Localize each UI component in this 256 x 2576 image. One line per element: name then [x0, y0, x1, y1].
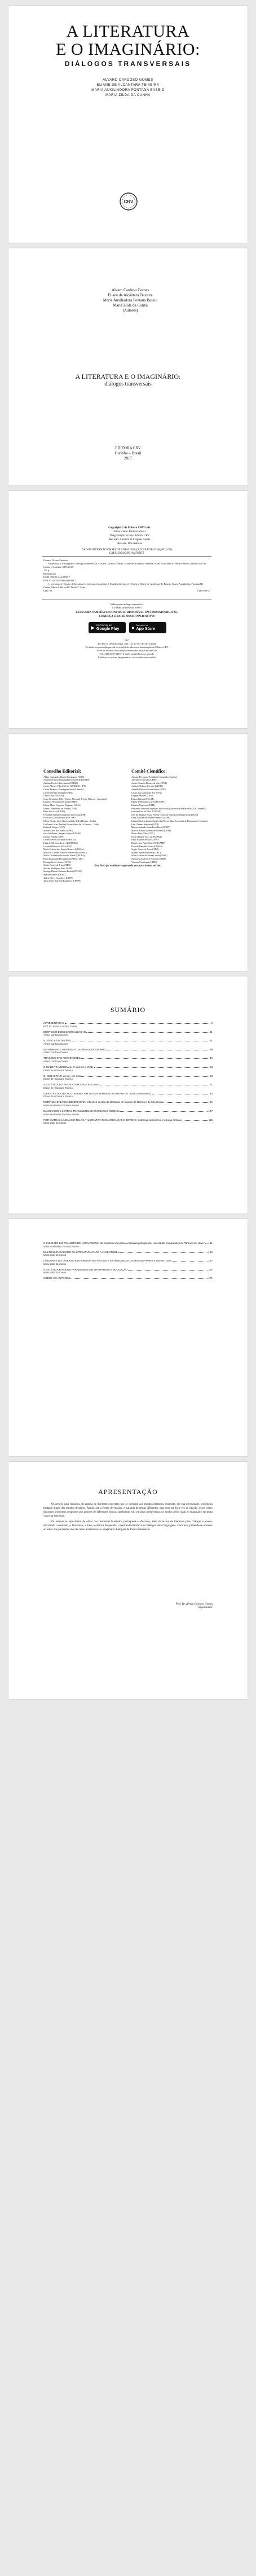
cip-header — [42, 549, 211, 555]
summary-entry-author: Maria Auxiliadora Fontana Baseio — [43, 1112, 79, 1116]
summary-entry-page: 71 — [209, 1083, 213, 1087]
cip-line: Bibliografia — [43, 572, 56, 575]
dot-leader — [81, 1057, 209, 1059]
summary-item[interactable] — [43, 1277, 213, 1280]
summary-entry-title: O FANTÁSTICO E O COTIDIANO: UM OLHAR SOBRE A CEGUEIRA DE JOSÉ SARAMAGO — [43, 1092, 152, 1095]
dot-leader — [81, 1075, 209, 1077]
summary-entry-title: POR OUTRAS LÍNGUAS E TELAS A NARRATIVA PARA CRIANÇAS E JOVENS: sistemas semióticos e leituras críticas — [43, 1118, 181, 1121]
cip-line: Gomes, Alvaro Cardoso — [43, 559, 68, 562]
council-member: Francisco Carlos Duarte (PUC-PR) — [43, 816, 76, 820]
council-member: Sydione Santos (UEPG) — [43, 873, 65, 876]
scientific-committee-title: Comitê Científico: — [131, 769, 167, 774]
council-member: Guillermo Arias Beatón (Universidade de La Havana – Cuba) — [43, 822, 99, 826]
summary-title: SUMÁRIO — [110, 1006, 146, 1014]
summary-entry-page: 83 — [209, 1092, 213, 1095]
summary-entry-line — [43, 1277, 213, 1280]
summary-item[interactable] — [43, 1110, 213, 1116]
signature-name: Prof. Dr. Alvaro Cardoso Gomes — [175, 1603, 213, 1606]
cip-line: DOI 10.24824/978854442000.7 — [43, 579, 76, 582]
council-member: Eduardo Fernandes Barbosa (UFMG) — [43, 800, 78, 804]
committee-member: Silvana Aparecida Bretas (UEL) — [131, 851, 161, 854]
council-member: Cesar Gerónimo Tello (Univer. Nacional Três de Febrero – Argentina) — [43, 797, 107, 800]
council-member: Maria Cristina dos Santos Bezerra (UFSCar) — [43, 848, 84, 851]
committee-member: Alexandre Pierezan (UFMS) — [131, 778, 157, 782]
summary-entry-page: 147 — [208, 1259, 213, 1263]
dot-leader — [120, 1110, 208, 1112]
dot-leader — [70, 1277, 208, 1279]
promo-line: ESTA OBRA TAMBÉM ENCONTRA-SE DISPONÍVEL EM FORMATO DIGITAL. — [76, 611, 178, 614]
editorial-council-title: Conselho Editorial: — [43, 769, 81, 774]
council-member: Elizeu Clementino de Souza (UNEB) — [43, 807, 77, 810]
summary-entry-title: O MALDITO MEDIEVAL: O Vicente a Veste — [43, 1065, 94, 1068]
summary-entry-line — [43, 1242, 213, 1245]
cover-author: MARIA ZILDA DA CUNHA — [105, 94, 151, 97]
publisher-name: EDITORA CRV — [115, 446, 141, 450]
council-member: Carmen Tereza Velanga (UNIR) — [43, 791, 73, 794]
summary-item[interactable] — [43, 1039, 213, 1045]
summary-list — [43, 1022, 213, 1127]
legal-line: Todos os direitos desta edição reservados pela: Editora CRV — [96, 649, 158, 652]
summary-entry-author: Eliane de Alcântara Teixeira — [43, 1095, 73, 1098]
dot-leader — [107, 1048, 209, 1050]
summary-entry-title: SOBRE OS AUTORES — [43, 1277, 70, 1280]
summary-item[interactable] — [43, 1251, 213, 1257]
summary-item[interactable] — [43, 1101, 213, 1107]
title-author: Eliane de Alcântara Teixeira — [108, 293, 153, 297]
publisher-block — [8, 446, 248, 461]
presentation-page — [8, 1462, 248, 1699]
summary-entry-author: Alvaro Cardoso Gomes — [43, 1051, 68, 1054]
cip-header-line: DADOS INTERNACIONAIS DE CATALOGAÇÃO NA PUBLICAÇÃO (CIP) — [81, 549, 173, 551]
summary-entry-title: O INSÓLITO EM TRÂNSITO DE LINGUAGENS: da narrativa oral para a narrativa pictográfica: um estudo comparativo de “Branca de Neve” — [43, 1242, 205, 1245]
committee-member: Elizeu de Miranda Corrêa (PUC/SP) — [131, 800, 165, 804]
summary-entry-page: 29 — [209, 1048, 213, 1051]
presentation-title: APRESENTAÇÃO — [98, 1488, 158, 1496]
google-play-small: DISPONÍVEL NO — [96, 624, 112, 627]
council-member: Gloria Fariñas León (Universidade de La Havana – Cuba) — [43, 819, 96, 822]
promo-line: CONHEÇA E BAIXE NOSSO APLICATIVO! — [99, 615, 155, 618]
summary-entry-title: TRAÇÕES DAS PERVERSÕES — [43, 1057, 81, 1060]
summary-page — [8, 976, 248, 1213]
summary-item[interactable] — [43, 1057, 213, 1063]
credit-line: Revisão: Dos Autores — [117, 542, 142, 545]
dot-leader — [152, 1092, 209, 1094]
summary-entry-page: 53 — [209, 1065, 213, 1068]
dot-leader — [72, 1039, 209, 1041]
presentation-text — [43, 1502, 213, 1534]
summary-entry-title: APRESENTAÇÃO — [43, 1022, 65, 1024]
signature-role: Organizador — [198, 1606, 213, 1609]
council-member: Antônio Pereira Gaio Júnior (UFRRJ) — [43, 781, 78, 785]
credit-line: Revisão: Analista de Línguas Gerais — [109, 538, 151, 541]
app-store-label: App Store — [136, 627, 155, 631]
title-author-role: (Autores) — [122, 308, 138, 313]
play-icon: ▶ — [91, 624, 95, 630]
cover-author: ELIANE DE ALCANTARA TEIXEIRA — [96, 84, 160, 87]
committee-member: Marcos Aurelio Guedes de Oliveira (UFPE) — [131, 829, 171, 832]
summary-entry-page: 63 — [209, 1074, 213, 1077]
committee-member: Mauro Dias Filho (UFPI) — [131, 832, 155, 835]
summary-entry-author: Maria Zilda da Cunha — [43, 1262, 67, 1265]
summary-item[interactable] — [43, 1092, 213, 1098]
council-member: Celso Conti (UFSCar) — [43, 794, 64, 798]
committee-member: Paulo Robson Peixoto (UFPI) — [131, 838, 158, 842]
summary-entry-title: MULTICULTURALISMO NA LITERATURA PARA A JUVENTUDE — [43, 1250, 118, 1254]
committee-member: Ricardo Ramalho Vieira (UFRGS) — [131, 844, 163, 848]
committee-member: Vinicius Cavalcanti (UFPR) — [131, 860, 157, 864]
summary-item[interactable] — [43, 1268, 213, 1274]
summary-item[interactable] — [43, 1083, 213, 1089]
council-member: Aldira Guimarães Duarte Domínguez (UNB) — [43, 775, 85, 778]
summary-item[interactable] — [43, 1259, 213, 1265]
council-member: Fernando Antônio Gonçalves Alcoforado (IPB) — [43, 813, 86, 816]
presentation-signature — [43, 1603, 213, 1610]
legal-line: Tel.: (41) 3039-6418 - E-mail: sac@editoracrv.com.br — [99, 652, 155, 655]
cip-line: 172 p. — [43, 569, 50, 572]
summary-entry-author: Alvaro Cardoso Gomes — [43, 1059, 68, 1063]
committee-member: Giovani José da Silva (UNIFAP) — [131, 810, 161, 813]
committee-member: José de Ribamar Sousa Pereira (Exército Brasileiro/Ministério da Defesa) — [131, 813, 198, 816]
summary-entry-author: Prof. Dr. Alvaro Cardoso Gomes — [43, 1024, 77, 1028]
committee-member: Oscar Hannes Tucci (UNESPAR) — [131, 835, 162, 838]
summary-entry-page: 21 — [209, 1039, 213, 1042]
summary-item[interactable] — [43, 1242, 213, 1248]
council-member: Carlos Alberto Vilar Estêvão (UMINHO – PT) — [43, 785, 86, 788]
summary-item[interactable] — [43, 1066, 213, 1072]
summary-entry-author: Alvaro Cardoso Gomes — [43, 1042, 68, 1045]
summary-entry-page: 9 — [211, 1022, 213, 1024]
google-play-label: Google Play — [96, 627, 120, 631]
summary-entry-page: 11 — [210, 1030, 213, 1033]
presentation-paragraph: Os autores se aproximam de obras das literaturas brasileira, portuguesa e africanas, além de textos de literatura para crianças e jovens, discutindo o erotismo, o fantástico, o mito, a estética do pecado, o multiculturalismo e os diálogos entre linguagens. Com isso, pretende-se oferecer ao leitor um panorama vivo de como a literatura e o imaginário dialogam de forma transversal. — [43, 1521, 213, 1531]
cip-box — [42, 557, 211, 599]
title-page — [8, 248, 248, 485]
dot-leader — [172, 1259, 208, 1261]
summary-entry-page: 107 — [208, 1109, 213, 1112]
council-member: Josania Portela (UFPI) — [43, 835, 64, 838]
summary-entry-page: 39 — [209, 1057, 213, 1060]
digital-promo — [42, 611, 211, 619]
committee-member: Kelly Cristina de Souza Prudencio (UFPR) — [131, 816, 170, 820]
credit-line: Diagramação e Capa: Editora CRV — [109, 535, 150, 537]
cover-title-line1: A LITERATURA — [66, 22, 190, 41]
committee-member: Dagmar Manieri (UFT) — [131, 794, 153, 798]
committee-member: Sílvio Marcus de Souza Correa (UFSC) — [131, 854, 167, 857]
summary-item[interactable] — [43, 1022, 213, 1028]
dot-leader — [182, 1119, 208, 1121]
council-member: Maria de Lourdes Pinto de Almeida (UNOESC) — [43, 851, 87, 854]
logo-text: CRV — [123, 199, 134, 204]
council-member: Simone Rodrigues Pinto (UNB) — [43, 866, 73, 870]
presentation-paragraph: Os artigos aqui reunidos, de autoria de diferentes docentes que se dedicam aos estudos literários, mostram, em sua diversidade, tendências bastante atuais dos estudos literários. Assim, sob a forma de ensaios, e tratando de temas diferentes, mas com um forte elo de ligação, esses textos discutem problemas propostos por autores de diferentes épocas, analisando sob variadas perspectivas os modos pelos quais o imaginário encontra vozes na literatura. — [43, 1503, 213, 1518]
index-line: 1. Ensino de literatura 809.07 — [112, 606, 142, 609]
summary-entry-author: Maria Zilda da Cunha — [43, 1254, 67, 1257]
summary-entry-author: Maria Auxiliadora Fontana Baseio — [43, 1103, 79, 1107]
legal-line: Foi feito o depósito legal conf. Lei 10.994 de 14/12/2004 — [98, 642, 156, 645]
summary-entry-author: Maria Zilda da Cunha — [43, 1271, 67, 1274]
summary-entry-author: Eliane de Alcântara Teixeira — [43, 1077, 73, 1081]
credits-block — [82, 526, 178, 546]
summary-entry-author: Eliane de Alcântara Teixeira — [43, 1086, 73, 1089]
book-subtitle: diálogos transversais — [104, 381, 152, 387]
cip-line: 1. Literatura 2. Ensino de literatura 3. Literatura brasileira 4. Estudos literários I. Teixeira, Eliane de Alcântara. II. Baseio, Maria Auxiliadora Fontana III. Cunha, Maria Zilda da IV. Título V. Série — [43, 582, 204, 589]
committee-member: Edison Bariani (FCLAR) — [131, 797, 155, 800]
summary-entry-author: Eliane de Alcântara Teixeira — [43, 1068, 73, 1072]
committee-member: Adriane Piovezan (Faculdades Integradas Espírita) — [131, 775, 178, 778]
publisher-year: 2017 — [124, 456, 132, 461]
council-member: Leonel Severo Rocha (UNISINOS) — [43, 838, 76, 842]
credits-page — [8, 491, 248, 728]
summary-list-continued — [43, 1242, 213, 1283]
summary-entry-page: 157 — [208, 1268, 213, 1271]
title-author: Maria Auxiliadora Fontana Baseio — [103, 298, 158, 303]
summary-entry-author: Maria Zilda da Cunha — [43, 1121, 67, 1125]
app-store-small: Disponível na — [136, 624, 148, 627]
council-member: Tania Suely Azevedo Brasileiro (UFOPA) — [43, 879, 82, 883]
cover-title-line2: E O IMAGINÁRIO: — [56, 40, 200, 59]
dot-leader — [118, 1251, 208, 1253]
summary-entry-page: 139 — [208, 1250, 213, 1254]
summary-entry-title: A ESTÉTICA DO PECADO EM CRUZ E SOUSA — [43, 1083, 100, 1087]
legal-year: 2017 — [124, 639, 130, 642]
title-author: Maria Zilda da Cunha — [113, 303, 148, 308]
dot-leader — [128, 1268, 208, 1271]
dot-leader — [65, 1022, 210, 1024]
council-member: Paulo Romualdo Hernandes (UNIFAL-MG) — [43, 857, 83, 861]
cover-authors — [8, 78, 248, 98]
cip-line: ISBN 978-85-444-2000-7 — [43, 576, 70, 579]
committee-member: Suzana Gonçalves de Moraes (UFRR) — [131, 857, 166, 861]
cover-page — [8, 6, 248, 243]
summary-entry-title: IMAGINÁRIO E LETRAS TRANSVERSAIS EM MURILO RUBIÃO — [43, 1109, 119, 1112]
committee-member: Carlos Ugo Santander Joo (UFG) — [131, 791, 162, 794]
dot-leader — [164, 1101, 209, 1103]
dot-leader — [100, 1083, 209, 1085]
council-member: Lourdes Helena da Silva (UFV) — [43, 844, 73, 848]
cip-header-line: CATALOGAÇÃO NA FONTE — [109, 552, 145, 555]
dot-leader — [94, 1066, 209, 1068]
council-member: Élsio José Corá (UFFS) — [43, 810, 65, 813]
committee-member: Arnaldo Oliveira Souza Júnior (UFPI) — [131, 787, 166, 791]
cip-line: A literatura e o imaginário: diálogos transversais / Alvaro Cardoso Gomes, Eliane de Alcântara Teixeira, Maria Auxiliadora Fontana Baseio, Maria Zilda da Cunha – Curitiba: CRV, 2017. — [43, 562, 206, 568]
committee-member: Andre Eduardo Ribeiro da Silva (IFSP) — [131, 781, 167, 785]
summary-entry-author: Maria Auxiliadora Fontana Baseio — [43, 1245, 79, 1248]
google-play-button[interactable] — [89, 622, 126, 633]
cip-code-cdd: CDD 809.07 — [197, 589, 210, 592]
council-member: Andréia da Silva Quintanilha Sousa (UNIR/UFRN) — [43, 778, 90, 782]
legal-block — [42, 639, 211, 659]
summary-entry-title: O, SEBASTIÃO: um rei, um mito — [43, 1074, 81, 1077]
committee-member: Liliana Patrícia Lemus Sepúlveda (Universidad Academia de Humanismo Cristiano) — [131, 819, 208, 822]
summary-page-continued — [8, 1219, 248, 1456]
summary-entry-title: ESTÉTICA DALÍRICA DE BRINCAR: reflexões acerca da literatura de Manoel de Barros e de Mia Couto — [43, 1101, 164, 1104]
title-page-title — [8, 373, 248, 388]
book-title: A LITERATURA E O IMAGINÁRIO: — [75, 373, 181, 380]
cover-title — [8, 23, 248, 59]
committee-member: Fauston Negreiros (UFPI) — [131, 803, 155, 807]
crv-logo-icon — [119, 192, 138, 211]
summary-item[interactable] — [43, 1075, 213, 1081]
summary-entry-title: A ESTÉTICA E NOVOS PARADIGMAS EM LITERATURA E EDUCAÇÃO — [43, 1268, 128, 1271]
council-member: Lídia de Oliveira Xavier (UNIEURO) — [43, 842, 78, 845]
council-member: Elione Maria Nogueira Diogenes (UFAL) — [43, 803, 81, 807]
summary-entry-page: 131 — [208, 1242, 213, 1245]
cip-codes-row — [43, 589, 210, 593]
summary-item[interactable] — [43, 1048, 213, 1054]
summary-entry-page: 171 — [208, 1277, 213, 1280]
committee-member: Fernando Antonio Gonçalves Alcoforado (Universitat de Barcelona, UB, Espanha) — [131, 807, 206, 810]
cover-author: MARIA AUXILIADORA FONTANA BASEIO — [91, 89, 165, 92]
summary-entry-page: 99 — [209, 1101, 213, 1104]
summary-entry-title: EROTISMO E DESSACRALIZAÇÃO — [43, 1030, 86, 1033]
council-page — [8, 734, 248, 971]
council-member: João Adalberto Campato Junior (UNESP) — [43, 832, 81, 835]
council-member: Sérgio Nunes de Jesus (IFRO) — [43, 864, 71, 867]
summary-entry-author: Alvaro Cardoso Gomes — [43, 1033, 68, 1037]
committee-member: Sergio Nunes de Jesus (IFRO) — [131, 848, 159, 851]
committee-member: Antônio Nolasco Ferreira (UFMT) — [131, 785, 163, 788]
credit-line: Editor-chefe: Railson Moura — [113, 531, 146, 533]
summary-entry-title: LÍRIDURAS DO DIVERSO EM HORIZONTES ÉTICOS E ESTÉTICOS DA LITERATURA PARA A JUVENTUDE — [43, 1259, 171, 1263]
index-line: Índice para catálogo sistemático — [111, 603, 143, 606]
summary-entry-page: 115 — [208, 1118, 213, 1121]
summary-entry-title: UM ROMANCE INTERSEXTUAL REVOLUCIONÁRIO — [43, 1048, 106, 1051]
cip-code-cdu: CDU 82 — [43, 589, 52, 592]
council-member: Jailson Alves dos Santos (UFRJ) — [43, 829, 73, 832]
publisher-city: Curitiba – Brasil — [114, 451, 142, 455]
index-block — [42, 603, 211, 610]
apple-icon: ● — [131, 624, 135, 630]
council-member: Solange Helena Ximenes-Rocha (UFOPA) — [43, 870, 82, 873]
summary-entry-title: A LÓGICA DO DELÍRIO — [43, 1039, 72, 1042]
committee-member: Renato Jose Pinto Ortiz (UNICAMP) — [131, 842, 165, 845]
app-store-button[interactable] — [129, 622, 166, 633]
council-member: Maria Lília Imbiriba Sousa Colares (UFOPA) — [43, 854, 85, 857]
committee-member: Marcia Andrade Santa Rosa Pires (UFMT) — [131, 826, 170, 829]
legal-line: Proibida a reprodução parcial ou total desta obra sem autorização da Editora CRV — [85, 646, 169, 649]
title-author: Alvaro Cardoso Gomes — [111, 288, 149, 292]
cover-subtitle: DIÁLOGOS TRANSVERSAIS — [64, 60, 192, 68]
council-member: Helmuth Krüger (UCP) — [43, 826, 65, 829]
cover-author: ALVARO CARDOSO GOMES — [103, 78, 153, 82]
summary-item[interactable] — [43, 1031, 213, 1037]
title-authors — [96, 288, 164, 313]
council-member: Rodrigo Pratte-Santos (UFES) — [43, 860, 71, 864]
council-member: Carlos Federico Dominguez Avila (Unieuro) — [43, 787, 84, 791]
credit-line: Copyright © da Editora CRV Ltda. — [108, 527, 151, 529]
dot-leader — [86, 1031, 209, 1033]
legal-line: Conheça os nossos lançamentos: www.editoracrv.com.br — [98, 656, 156, 659]
council-member: Tadeu Oliver Gonçalves (UFPA) — [43, 876, 73, 879]
committee-member: Luís Caetano Sequeira (UNB) — [131, 822, 159, 826]
review-note: Este livro foi avaliado e aprovado por pareceristas ad hoc. — [94, 865, 162, 868]
summary-item[interactable] — [43, 1119, 213, 1125]
dot-leader — [205, 1242, 208, 1244]
store-badges — [89, 622, 166, 633]
